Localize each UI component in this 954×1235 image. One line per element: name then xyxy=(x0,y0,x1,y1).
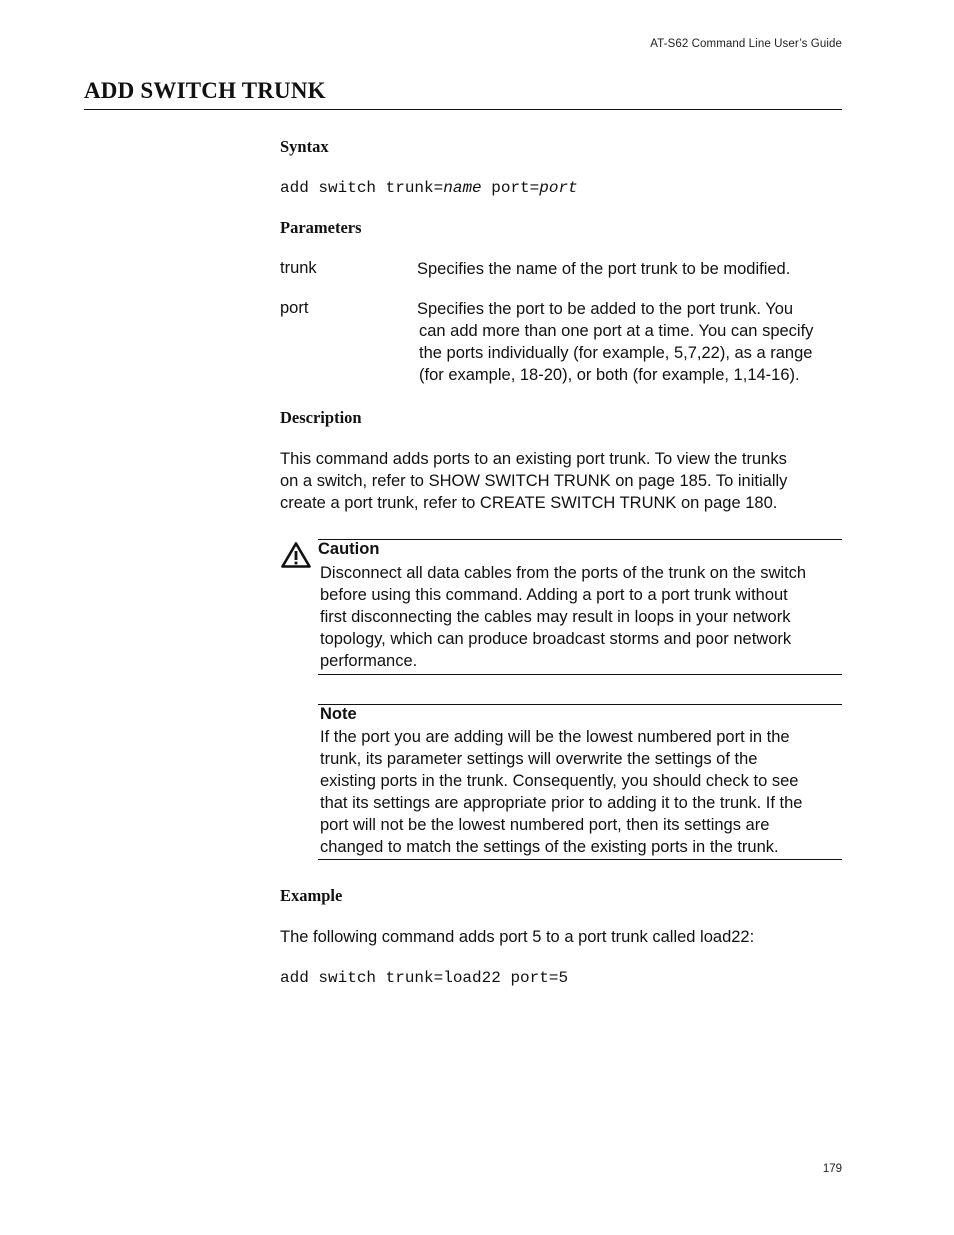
description-paragraph xyxy=(280,448,840,514)
title-rule xyxy=(84,109,842,110)
caution-line: Disconnect all data cables from the ports of the trunk on the switch xyxy=(320,564,807,582)
note-label: Note xyxy=(320,705,357,723)
syntax-var-port: port xyxy=(539,179,578,197)
syntax-var-name: name xyxy=(443,179,482,197)
description-heading: Description xyxy=(280,408,362,427)
syntax-command-mid: port= xyxy=(481,179,540,197)
parameters-heading: Parameters xyxy=(280,218,362,237)
page-number: 179 xyxy=(822,1163,842,1175)
note-bottom-rule xyxy=(318,859,842,860)
note-line: port will not be the lowest numbered port, then its settings are xyxy=(320,816,770,834)
note-text xyxy=(320,726,845,858)
param-name-trunk: trunk xyxy=(280,259,317,277)
example-intro: The following command adds port 5 to a port trunk called load22: xyxy=(280,928,755,946)
param-desc-trunk xyxy=(417,258,847,280)
note-line: existing ports in the trunk. Consequently, you should check to see xyxy=(320,772,799,790)
note-top-rule xyxy=(318,704,842,705)
param-desc-line: (for example, 18-20), or both (for example, 1,14-16). xyxy=(419,366,800,384)
param-desc-line: Specifies the name of the port trunk to be modified. xyxy=(417,260,791,278)
example-heading: Example xyxy=(280,886,343,905)
param-desc-line: Specifies the port to be added to the port trunk. You xyxy=(417,300,794,318)
note-line: trunk, its parameter settings will overwrite the settings of the xyxy=(320,750,758,768)
note-line: changed to match the settings of the existing ports in the trunk. xyxy=(320,838,779,856)
caution-bottom-rule xyxy=(318,674,842,675)
note-line: If the port you are adding will be the lowest numbered port in the xyxy=(320,728,790,746)
syntax-heading: Syntax xyxy=(280,137,329,156)
description-line: This command adds ports to an existing port trunk. To view the trunks xyxy=(280,450,787,468)
param-desc-line: can add more than one port at a time. You can specify xyxy=(419,322,814,340)
param-name-port: port xyxy=(280,299,309,317)
caution-text xyxy=(320,562,845,672)
syntax-command xyxy=(280,179,578,197)
description-line: on a switch, refer to SHOW SWITCH TRUNK on page 185. To initially xyxy=(280,472,788,490)
caution-line: topology, which can produce broadcast storms and poor network xyxy=(320,630,792,648)
note-line: that its settings are appropriate prior to adding it to the trunk. If the xyxy=(320,794,803,812)
running-header: AT-S62 Command Line User’s Guide xyxy=(650,38,842,50)
param-desc-line: the ports individually (for example, 5,7,22), as a range xyxy=(419,344,813,362)
caution-line: before using this command. Adding a port to a port trunk without xyxy=(320,586,788,604)
caution-top-rule xyxy=(318,539,842,540)
syntax-command-prefix: add switch trunk= xyxy=(280,179,444,197)
caution-line: first disconnecting the cables may result in loops in your network xyxy=(320,608,791,626)
description-line: create a port trunk, refer to CREATE SWITCH TRUNK on page 180. xyxy=(280,494,778,512)
caution-label: Caution xyxy=(318,540,380,558)
warning-triangle-icon xyxy=(281,542,311,568)
page-title: ADD SWITCH TRUNK xyxy=(84,78,326,103)
example-command: add switch trunk=load22 port=5 xyxy=(280,969,569,987)
caution-line: performance. xyxy=(320,652,418,670)
param-desc-port xyxy=(417,298,847,386)
